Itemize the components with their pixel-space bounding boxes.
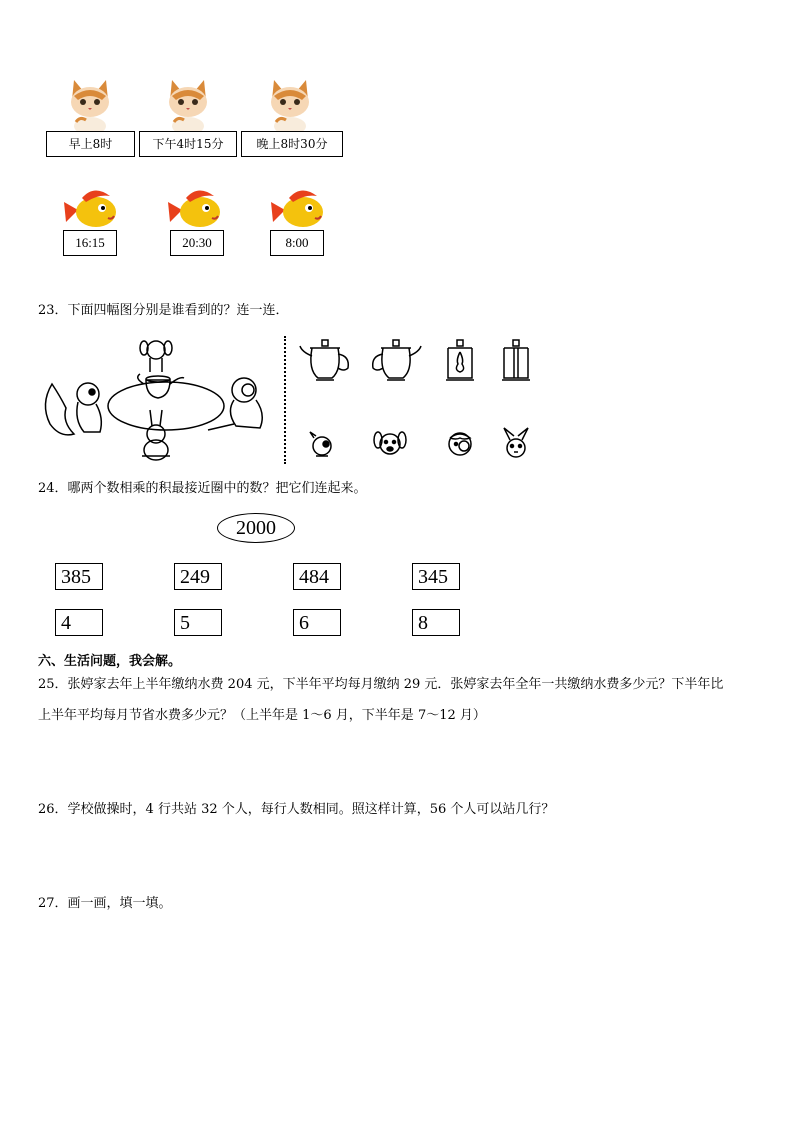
number-box-top-1: 385 bbox=[55, 563, 103, 590]
number-box-bottom-4: 8 bbox=[412, 609, 460, 636]
question-25-line-1: 25．张婷家去年上半年缴纳水费 204 元，下半年平均每月缴纳 29 元．张婷家去年全年一共缴纳水费多少元？下半年比 bbox=[38, 677, 724, 692]
fish-image-1 bbox=[62, 186, 118, 234]
question-27-text: 27．画一画，填一填。 bbox=[38, 896, 172, 911]
number-box-top-3: 484 bbox=[293, 563, 341, 590]
fish-time-3: 8:00 bbox=[270, 230, 324, 256]
target-number: 2000 bbox=[236, 517, 276, 539]
cat-label-3: 晚上8时30分 bbox=[241, 131, 343, 157]
number-box-bottom-1: 4 bbox=[55, 609, 103, 636]
cat-label-1: 早上8时 bbox=[46, 131, 135, 157]
number-box-top-2: 249 bbox=[174, 563, 222, 590]
question-23-text: 23．下面四幅图分别是谁看到的？连一连． bbox=[38, 303, 289, 318]
fish-image-2 bbox=[166, 186, 222, 234]
question-26-text: 26．学校做操时，4 行共站 32 个人，每行人数相同。照这样计算，56 个人可以站几行？ bbox=[38, 802, 555, 817]
cat-image-3 bbox=[266, 78, 314, 134]
monkey-head-icon bbox=[444, 428, 476, 460]
teapot-view-4 bbox=[498, 338, 534, 384]
fish-time-2: 20:30 bbox=[170, 230, 224, 256]
dotted-divider bbox=[284, 336, 286, 464]
rabbit-head-icon bbox=[500, 426, 532, 462]
cat-label-2: 下午4时15分 bbox=[139, 131, 237, 157]
squirrel-head-icon bbox=[306, 430, 336, 460]
fish-time-1: 16:15 bbox=[63, 230, 117, 256]
number-box-bottom-2: 5 bbox=[174, 609, 222, 636]
section-6-heading: 六、生活问题，我会解。 bbox=[38, 654, 182, 669]
teapot-view-2 bbox=[369, 338, 423, 384]
cat-image-2 bbox=[164, 78, 212, 134]
fish-image-3 bbox=[269, 186, 325, 234]
cat-image-1 bbox=[66, 78, 114, 134]
question-25-line-2: 上半年平均每月节省水费多少元？（上半年是 1～6 月，下半年是 7～12 月） bbox=[38, 708, 486, 723]
question-24-text: 24．哪两个数相乘的积最接近圈中的数？把它们连起来。 bbox=[38, 481, 367, 496]
teapot-view-1 bbox=[298, 338, 352, 384]
dog-head-icon bbox=[372, 428, 408, 460]
teapot-view-3 bbox=[442, 338, 478, 384]
scene-illustration bbox=[38, 334, 278, 464]
number-box-bottom-3: 6 bbox=[293, 609, 341, 636]
number-box-top-4: 345 bbox=[412, 563, 460, 590]
